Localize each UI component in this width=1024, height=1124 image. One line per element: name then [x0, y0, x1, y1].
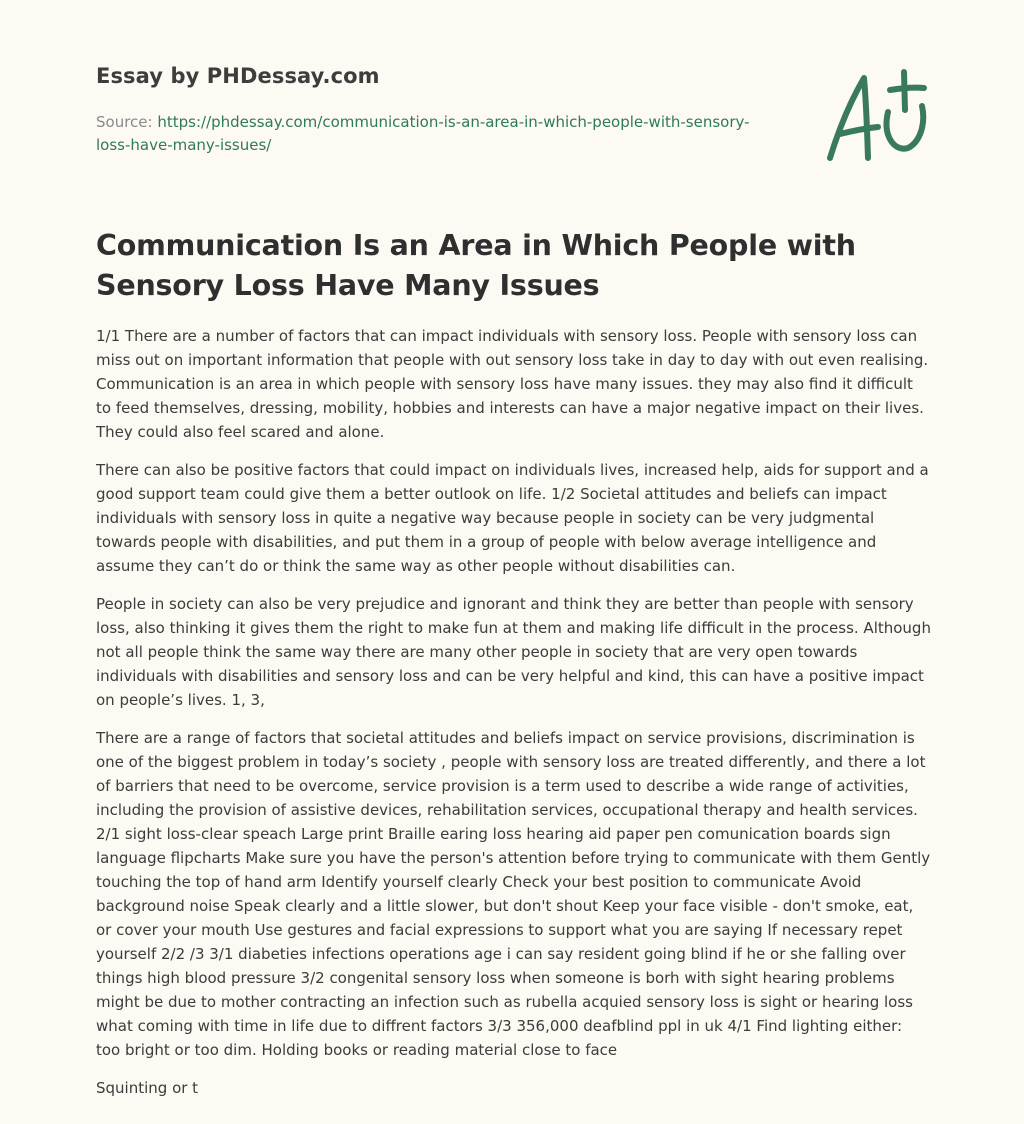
essay-title: Communication Is an Area in Which People with Sensory Loss Have Many Issues [96, 229, 856, 302]
source-link[interactable]: https://phdessay.com/communication-is-an-area-in-which-people-with-sensory-loss-have-many-issues/ [96, 113, 750, 154]
essay-paragraph: There are a range of factors that societal attitudes and beliefs impact on service provisions, discrimination is one of the biggest problem in today’s society , people with sensory loss are treated differently, and there a lot of barriers that need to be overcome, service provision is a term used to describe a wide range of activities, including the provision of assistive devices, rehabilitation services, occupational therapy and health services. 2/1 sight loss-clear speach Large print Braille earing loss hearing aid paper pen comunication boards sign language flipcharts Make sure you have the person's attention before trying to communicate with them Gently touching the top of hand arm Identify yourself clearly Check your best position to communicate Avoid background noise Speak clearly and a little slower, but don't shout Keep your face visible - don't smoke, eat, or cover your mouth Use gestures and facial expressions to support what you are saying If necessary repet yourself 2/2 /3 3/1 diabeties infections operations age i can say resident going blind if he or she falling over things high blood pressure 3/2 congenital sensory loss when someone is borh with sight hearing problems might be due to mother contracting an infection such as rubella acquied sensory loss is sight or hearing loss what coming with time in life due to diffrent factors 3/3 356,000 deafblind ppl in uk 4/1 Find lighting either: too bright or too dim. Holding books or reading material close to face [96, 729, 931, 1059]
a-plus-logo-icon [818, 66, 930, 166]
essay-paragraph: 1/1 There are a number of factors that can impact individuals with sensory loss. People with sensory loss can miss out on important information that people with out sensory loss take in day to day with out even realising. Communication is an area in which people with sensory loss have many issues. they may also find it difficult to feed themselves, dressing, mobility, hobbies and interests can have a major negative impact on their lives. They could also feel scared and alone. [96, 327, 929, 441]
essay-paragraph: Squinting or t [96, 1079, 199, 1097]
essay-paragraph: People in society can also be very prejudice and ignorant and think they are better than people with sensory loss, also thinking it gives them the right to make fun at them and making life difficult in the process. Although not all people think the same way there are many other people in society that are very open towards individuals with disabilities and sensory loss and can be very helpful and kind, this can have a positive impact on people’s lives. 1, 3, [96, 595, 931, 709]
essay-body [96, 324, 931, 1114]
source-label: Source: [96, 113, 153, 131]
site-brand: Essay by PHDessay.com [96, 64, 380, 88]
essay-paragraph: There can also be positive factors that could impact on individuals lives, increased help, aids for support and a good support team could give them a better outlook on life. 1/2 Societal attitudes and beliefs can impact individuals with sensory loss in quite a negative way because people in society can be very judgmental towards people with disabilities, and put them in a group of people with below average intelligence and assume they can’t do or think the same way as other people without disabilities can. [96, 461, 929, 575]
source-line [96, 111, 776, 157]
